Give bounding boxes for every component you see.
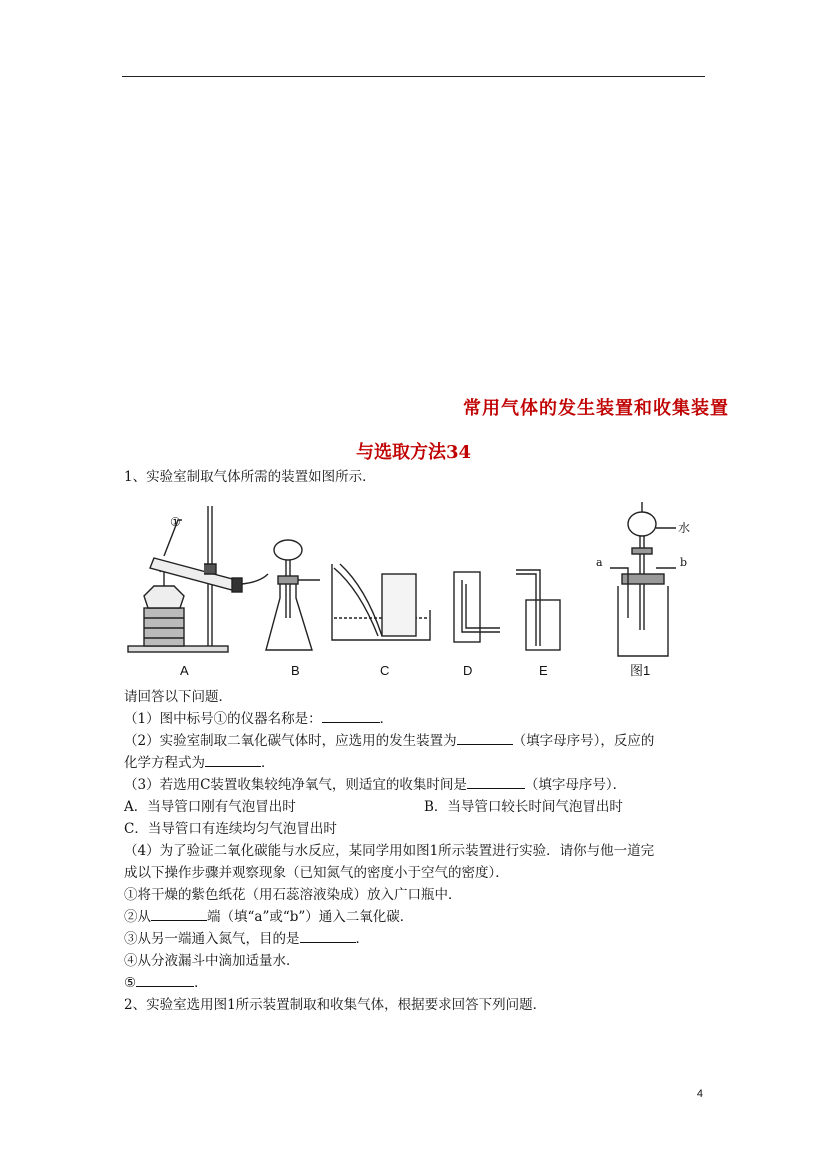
q1-part2b bbox=[124, 754, 275, 772]
q1-part3-pre: （3）若选用C装置收集较纯净氧气，则适宜的收集时间是 bbox=[124, 777, 467, 793]
step-4: ④从分液漏斗中滴加适量水． bbox=[124, 953, 300, 969]
step-2 bbox=[124, 908, 413, 926]
q1-part2a-pre: （2）实验室制取二氧化碳气体时，应选用的发生装置为 bbox=[124, 733, 457, 749]
step-5-post: ． bbox=[194, 975, 208, 991]
apparatus-figure bbox=[120, 500, 705, 680]
step-1: ①将干燥的紫色纸花（用石蕊溶液染成）放入广口瓶中． bbox=[124, 887, 462, 903]
q1-part4a: （4）为了验证二氧化碳能与水反应，某同学用如图1所示装置进行实验．请你与他一道完 bbox=[124, 843, 655, 859]
q1-part4b: 成以下操作步骤并观察现象（已知氮气的密度小于空气的密度）． bbox=[124, 865, 509, 881]
option-b: B．当导管口较长时间气泡冒出时 bbox=[424, 799, 623, 815]
svg-text:①: ① bbox=[170, 515, 181, 529]
apparatus-c bbox=[332, 564, 430, 640]
q1-part2b-pre: 化学方程式为 bbox=[124, 755, 205, 771]
q1-part2a bbox=[124, 732, 654, 750]
caption-a: A bbox=[180, 663, 189, 678]
option-c: C．当导管口有连续均匀气泡冒出时 bbox=[124, 821, 337, 837]
answer-blank[interactable] bbox=[322, 710, 380, 723]
answer-blank[interactable] bbox=[205, 754, 261, 767]
q1-part1 bbox=[124, 710, 393, 728]
step-5-pre: ⑤ bbox=[124, 975, 137, 991]
header-rule bbox=[122, 76, 705, 77]
answer-blank[interactable] bbox=[151, 908, 207, 921]
step-3-post: ． bbox=[355, 931, 369, 947]
option-a: A．当导管口刚有气泡冒出时 bbox=[124, 799, 296, 815]
label-water: 水 bbox=[678, 521, 691, 535]
apparatus-b bbox=[266, 540, 320, 650]
step-3 bbox=[124, 930, 369, 948]
q1-part2b-post: ． bbox=[261, 755, 275, 771]
prompt: 请回答以下问题． bbox=[124, 689, 232, 705]
step-2-post: 端（填“a”或“b”）通入二氧化碳． bbox=[207, 909, 414, 925]
title-line1: 常用气体的发生装置和收集装置 bbox=[463, 398, 729, 419]
answer-blank[interactable] bbox=[467, 776, 525, 789]
q1-part3-post: （填字母序号）． bbox=[524, 777, 627, 793]
answer-blank[interactable] bbox=[300, 930, 356, 943]
caption-d: D bbox=[463, 663, 473, 678]
apparatus-drawing bbox=[120, 500, 705, 680]
page-number: 4 bbox=[696, 1088, 703, 1100]
step-3-pre: ③从另一端通入氮气，目的是 bbox=[124, 931, 300, 947]
step-5 bbox=[124, 974, 208, 992]
apparatus-e bbox=[516, 570, 560, 650]
caption-e: E bbox=[539, 663, 548, 678]
apparatus-d bbox=[454, 572, 500, 642]
caption-fig1: 图1 bbox=[630, 663, 651, 678]
caption-c: C bbox=[380, 663, 390, 678]
apparatus-a bbox=[128, 506, 268, 652]
q1-part1-pre: （1）图中标号①的仪器名称是： bbox=[124, 711, 322, 727]
q1-stem: 1、实验室制取气体所需的装置如图所示． bbox=[124, 469, 376, 485]
q1-part1-post: ． bbox=[379, 711, 394, 727]
answer-blank[interactable] bbox=[457, 732, 513, 745]
q1-part3 bbox=[124, 776, 626, 794]
apparatus-fig1 bbox=[610, 502, 676, 656]
q1-part2a-post: （填字母序号），反应的 bbox=[512, 733, 655, 749]
step-2-pre: ②从 bbox=[124, 909, 151, 925]
caption-b: B bbox=[291, 663, 300, 678]
title-line2: 与选取方法34 bbox=[355, 442, 472, 463]
label-b: b bbox=[680, 556, 688, 569]
label-a: a bbox=[596, 556, 603, 569]
answer-blank[interactable] bbox=[136, 974, 194, 987]
q2-stem: 2、实验室选用图1所示装置制取和收集气体，根据要求回答下列问题． bbox=[124, 997, 547, 1013]
